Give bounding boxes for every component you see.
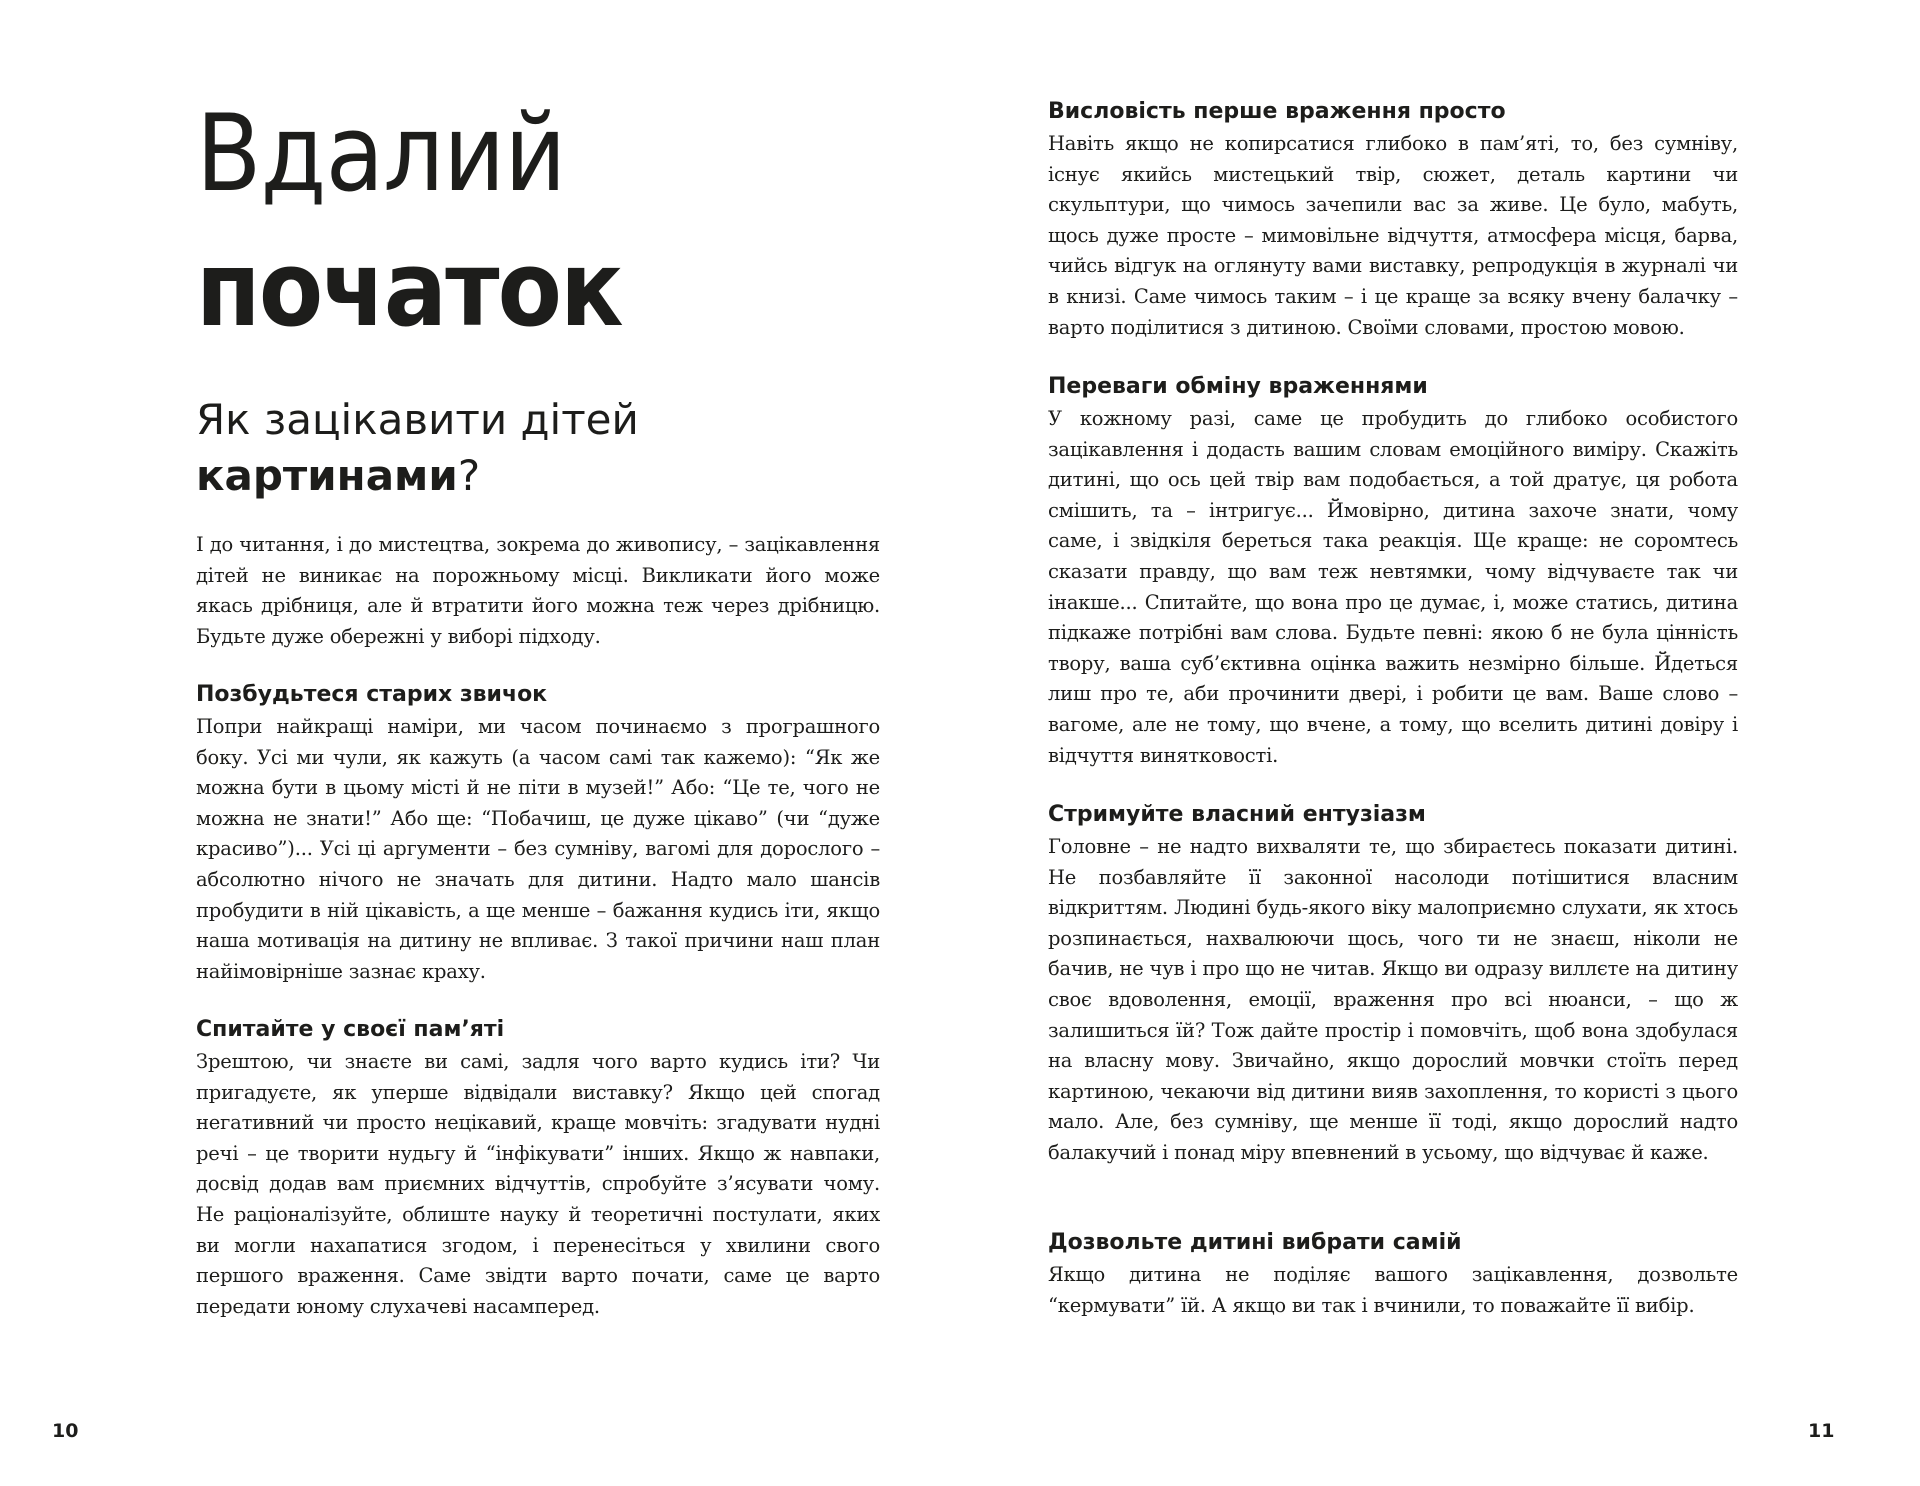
section-heading: Переваги обміну враженнями bbox=[1048, 374, 1428, 399]
intro-block bbox=[196, 530, 880, 652]
section-heading: Дозвольте дитині вибрати самій bbox=[1048, 1230, 1462, 1255]
title-line-2: початок bbox=[196, 228, 622, 350]
section-heading: Позбудьтеся старих звичок bbox=[196, 682, 548, 707]
section-enthusiasm bbox=[1048, 800, 1738, 1169]
section-memory bbox=[196, 1015, 880, 1322]
section-paragraph: Головне – не надто вихваляти те, що збираєтесь показати дитині. Не позбавляйте її законної насолоди потішитися власним відкриттям. Людині будь-якого віку малоприємно слухати, як хтось розпинається, нахвалюючи щось, чого ти не знаєш, ніколи не бачив, не чув і про що не читав. Якщо ви одразу виллєте на дитину своє вдоволення, емоції, враження про всі нюанси, – що ж залишиться їй? Тож дайте простір і помовчіть, щоб вона здобулася на власну мову. Звичайно, якщо дорослий мовчки стоїть перед картиною, чекаючи від дитини вияв захоплення, то користі з цього мало. Але, без сумніву, ще менше її тоді, якщо дорослий надто балакучий і понад міру впевнений в усьому, що відчуває й каже. bbox=[1048, 835, 1738, 1164]
section-choice bbox=[1048, 1228, 1738, 1321]
chapter-title bbox=[196, 88, 669, 358]
section-first-impression bbox=[1048, 97, 1738, 343]
page-number: 10 bbox=[52, 1420, 79, 1442]
page-number: 11 bbox=[1808, 1420, 1835, 1442]
right-page bbox=[960, 0, 1920, 1486]
intro-paragraph: І до читання, і до мистецтва, зокрема до живопису, – зацікавлення дітей не виникає на порожньому місці. Викликати його може якась дрібниця, але й втратити його можна теж через дрібницю. Будьте дуже обережні у виборі підходу. bbox=[196, 533, 880, 648]
section-paragraph: Зрештою, чи знаєте ви самі, задля чого варто кудись іти? Чи пригадуєте, як уперше відвідали виставку? Якщо цей спогад негативний чи просто нецікавий, краще мовчіть: згадувати нудні речі – це творити нудьгу й “інфікувати” інших. Якщо ж навпаки, досвід додав вам приємних відчуттів, спробуйте з’ясувати чому. Не раціоналізуйте, облиште науку й теоретичні постулати, яких ви могли нахапатися згодом, і перенесіться у хвилини свого першого враження. Саме звідти варто почати, саме це варто передати юному слухачеві насамперед. bbox=[196, 1050, 880, 1318]
section-paragraph: У кожному разі, саме це пробудить до глибоко особистого зацікавлення і додасть вашим словам емоційного виміру. Скажіть дитині, що ось цей твір вам подобається, а той дратує, ця робота смішить, та – інтригує... Ймовірно, дитина захоче знати, чому саме, і звідкіля береться така реакція. Ще краще: не соромтесь сказати правду, що вам теж невтямки, чому відчуваєте так чи інакше... Спитайте, що вона про це думає, і, може статись, дитина підкаже потрібні вам слова. Будьте певні: якою б не була цінність твору, ваша суб’єктивна оцінка важить незмірно більше. Йдеться лиш про те, аби прочинити двері, і робити це вам. Ваше слово – вагоме, але не тому, що вчене, а тому, що вселить дитині довіру і відчуття винятковості. bbox=[1048, 407, 1738, 767]
section-habits bbox=[196, 680, 880, 987]
chapter-subtitle bbox=[196, 392, 639, 504]
subtitle-line-1: Як зацікавити дітей bbox=[196, 395, 639, 444]
subtitle-question-mark: ? bbox=[457, 451, 481, 500]
section-heading: Спитайте у своєї пам’яті bbox=[196, 1017, 505, 1042]
section-heading: Стримуйте власний ентузіазм bbox=[1048, 802, 1426, 827]
section-paragraph: Якщо дитина не поділяє вашого зацікавлення, дозвольте “кермувати” їй. А якщо ви так і вчинили, то поважайте її вибір. bbox=[1048, 1263, 1738, 1317]
title-line-1: Вдалий bbox=[196, 92, 566, 215]
section-paragraph: Попри найкращі наміри, ми часом починаємо з програшного боку. Усі ми чули, як кажуть (а часом самі так кажемо): “Як же можна бути в цьому місті й не піти в музей!” Або: “Це те, чого не можна не знати!” Або ще: “Побачиш, це дуже цікаво” (чи “дуже красиво”)... Усі ці аргументи – без сумніву, вагомі для дорослого – абсолютно нічого не значать для дитини. Надто мало шансів пробудити в ній цікавість, а ще менше – бажання кудись іти, якщо наша мотивація на дитину не впливає. З такої причини наш план найімовірніше зазнає краху. bbox=[196, 715, 880, 983]
section-paragraph: Навіть якщо не копирсатися глибоко в пам’яті, то, без сумніву, існує якийсь мистецький твір, сюжет, деталь картини чи скульптури, що чимось зачепили вас за живе. Це було, мабуть, щось дуже просте – мимовільне відчуття, атмосфера місця, барва, чийсь відгук на оглянуту вами виставку, репродукція в журналі чи в книзі. Саме чимось таким – і це краще за всяку вчену балачку – варто поділитися з дитиною. Своїми словами, простою мовою. bbox=[1048, 132, 1738, 339]
section-heading: Висловість перше враження просто bbox=[1048, 99, 1506, 124]
section-sharing bbox=[1048, 372, 1738, 771]
subtitle-bold-word: картинами bbox=[196, 451, 458, 500]
